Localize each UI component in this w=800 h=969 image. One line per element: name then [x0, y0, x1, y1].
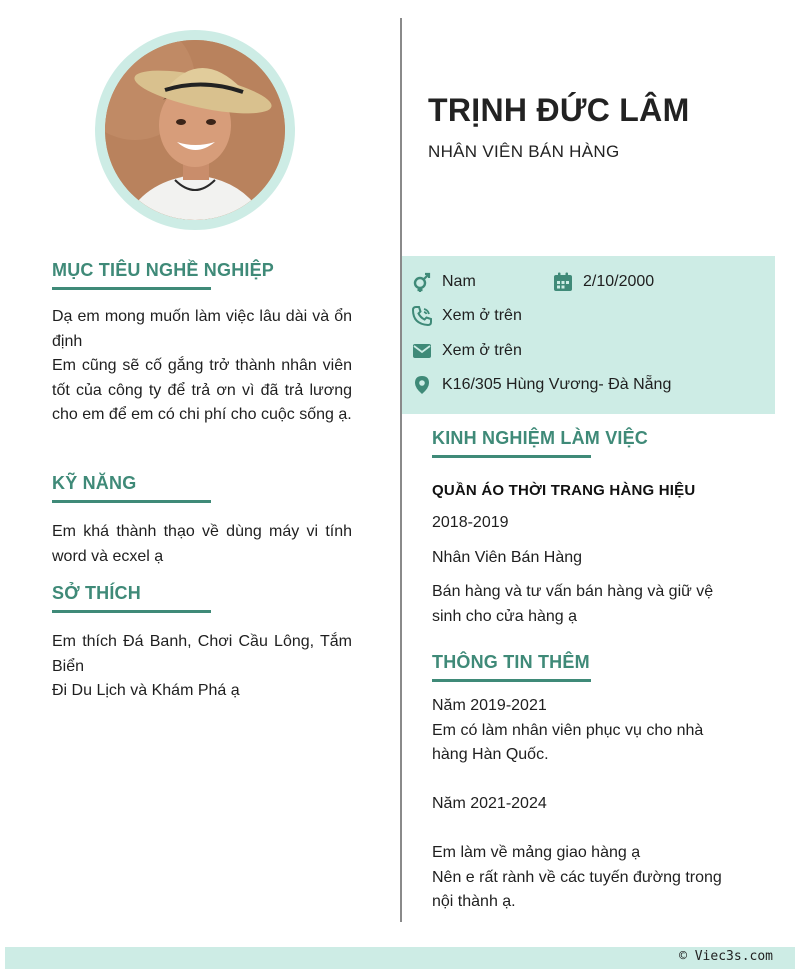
experience-description: Bán hàng và tư vấn bán hàng và giữ vệ sinh cho cửa hàng ạ: [432, 583, 714, 625]
calendar-icon: [553, 272, 573, 292]
gender-value: Nam: [442, 273, 476, 290]
skills-section: [52, 471, 352, 569]
skills-underline: [52, 500, 211, 503]
objective-line-2: Em cũng sẽ cố gắng trở thành nhân viên tốt của công ty để trả ơn vì đã trả lương cho em để em có chi phí cho cuộc sống ạ.: [52, 357, 352, 423]
experience-underline: [432, 455, 591, 458]
experience-heading: KINH NGHIỆM LÀM VIỆC: [432, 428, 649, 448]
skills-text: Em khá thành thạo về dùng máy vi tính word và ecxel ạ: [52, 523, 352, 565]
experience-section: [432, 426, 762, 629]
footer-credit: © Viec3s.com: [679, 949, 773, 964]
email-value: Xem ở trên: [442, 342, 522, 359]
experience-position: Nhân Viên Bán Hàng: [432, 548, 583, 566]
experience-company: QUẦN ÁO THỜI TRANG HÀNG HIỆU: [432, 482, 696, 499]
contact-birthday: [553, 272, 654, 292]
hobbies-underline: [52, 610, 211, 613]
contact-gender: [412, 272, 476, 292]
hobbies-section: [52, 581, 352, 704]
objective-underline: [52, 287, 211, 290]
additional-underline: [432, 679, 591, 682]
additional-p2: Em có làm nhân viên phục vụ cho nhà hàng Hàn Quốc.: [432, 721, 704, 763]
objective-line-1: Dạ em mong muốn làm việc lâu dài và ổn định: [52, 308, 352, 350]
contact-phone: [412, 306, 522, 326]
hobbies-heading: SỞ THÍCH: [52, 583, 141, 603]
gender-icon: [412, 272, 432, 292]
column-divider: [400, 18, 402, 922]
contact-address: [412, 375, 671, 395]
footer-bar: [5, 947, 795, 969]
contact-email: [412, 341, 522, 361]
additional-p4: Em làm về mảng giao hàng ạ: [432, 844, 641, 861]
additional-section: [432, 650, 762, 915]
objective-section: [52, 258, 352, 428]
hobbies-line-2: Đi Du Lịch và Khám Phá ạ: [52, 682, 240, 699]
objective-heading: MỤC TIÊU NGHỀ NGHIỆP: [52, 260, 275, 280]
phone-value: Xem ở trên: [442, 307, 522, 324]
hobbies-line-1: Em thích Đá Banh, Chơi Cầu Lông, Tắm Biển: [52, 633, 352, 675]
avatar-photo: [105, 40, 285, 220]
additional-p1: Năm 2019-2021: [432, 697, 547, 714]
skills-heading: KỸ NĂNG: [52, 473, 137, 493]
experience-period: 2018-2019: [432, 514, 509, 531]
address-value: K16/305 Hùng Vương- Đà Nẵng: [442, 376, 672, 393]
avatar: [105, 40, 285, 220]
additional-p5: Nên e rất rành về các tuyến đường trong nội thành ạ.: [432, 868, 722, 910]
birthday-value: 2/10/2000: [583, 273, 655, 290]
phone-icon: [412, 306, 432, 326]
additional-heading: THÔNG TIN THÊM: [432, 652, 590, 672]
location-pin-icon: [412, 375, 432, 395]
additional-p3: Năm 2021-2024: [432, 795, 547, 812]
candidate-title: NHÂN VIÊN BÁN HÀNG: [428, 142, 620, 161]
email-icon: [412, 341, 432, 361]
avatar-ring: [95, 30, 295, 230]
candidate-name: TRỊNH ĐỨC LÂM: [428, 92, 690, 128]
contact-panel: [402, 256, 775, 414]
